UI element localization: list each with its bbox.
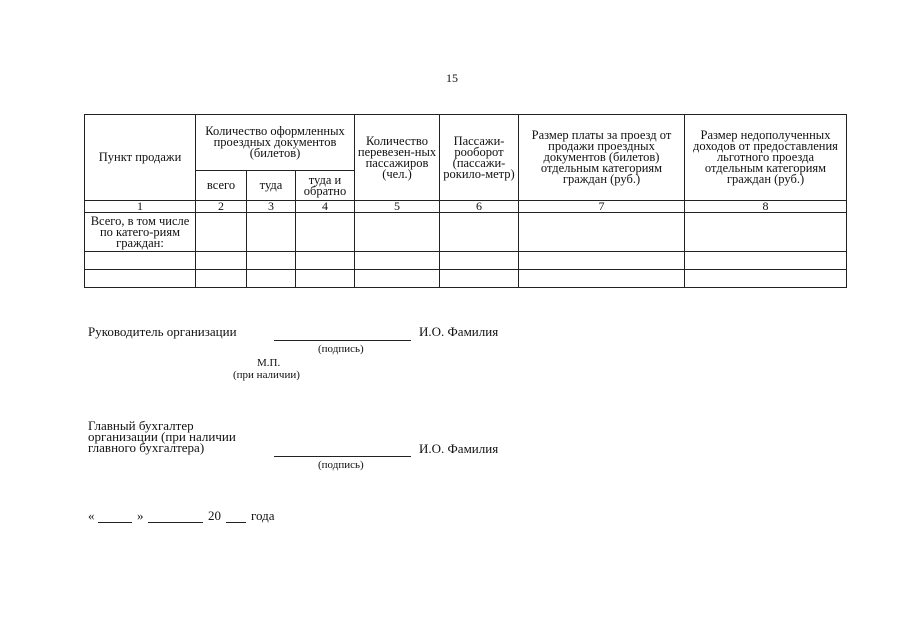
table-cell	[85, 252, 196, 270]
column-number: 8	[685, 201, 847, 213]
column-number: 5	[355, 201, 440, 213]
accountant-signature-line	[274, 456, 411, 457]
header-round-trip: туда и обратно	[296, 171, 355, 201]
row-label-total: Всего, в том числе по катего-риям граждан:	[85, 213, 196, 252]
header-lost-income: Размер недополученных доходов от предоставления льготного проезда отдельным категориям граждан (руб.)	[685, 115, 847, 201]
table-cell	[296, 213, 355, 252]
table-cell	[196, 213, 247, 252]
date-open-quote: «	[88, 508, 95, 523]
head-signature-caption: (подпись)	[318, 343, 364, 355]
seal-mark: М.П.	[257, 357, 281, 369]
seal-note: (при наличии)	[233, 369, 300, 381]
date-close-quote: »	[137, 508, 144, 523]
table-cell	[247, 252, 296, 270]
date-day-line	[98, 522, 132, 523]
table-cell	[247, 270, 296, 288]
header-point-of-sale: Пункт продажи	[85, 115, 196, 201]
header-total: всего	[196, 171, 247, 201]
accountant-label: Главный бухгалтер организации (при наличии главного бухгалтера)	[88, 418, 236, 455]
header-passengers: Количество перевезен-ных пассажиров (чел.)	[355, 115, 440, 201]
column-number: 3	[247, 201, 296, 213]
table-row-total	[85, 213, 847, 252]
date-year-prefix: 20	[208, 508, 221, 523]
table-cell	[196, 270, 247, 288]
column-number: 7	[519, 201, 685, 213]
head-signature-line	[274, 340, 411, 341]
header-issued-docs: Количество оформленных проездных документов (билетов)	[196, 115, 355, 171]
table-cell	[355, 270, 440, 288]
date-year-line	[226, 522, 246, 523]
table-cell	[519, 270, 685, 288]
header-one-way: туда	[247, 171, 296, 201]
header-passenger-km: Пассажи-рооборот (пассажи-рокило-метр)	[440, 115, 519, 201]
table-cell	[519, 252, 685, 270]
head-name: И.О. Фамилия	[419, 324, 499, 339]
table-cell	[355, 252, 440, 270]
table-cell	[355, 213, 440, 252]
page-number: 15	[446, 71, 458, 85]
table-row	[85, 270, 847, 288]
report-table	[84, 114, 847, 288]
table-cell	[440, 270, 519, 288]
table-cell	[296, 270, 355, 288]
table-cell	[296, 252, 355, 270]
header-fare-amount: Размер платы за проезд от продажи проездных документов (билетов) отдельным категориям граждан (руб.)	[519, 115, 685, 201]
column-number: 6	[440, 201, 519, 213]
accountant-signature-caption: (подпись)	[318, 459, 364, 471]
table-cell	[685, 270, 847, 288]
head-label: Руководитель организации	[88, 324, 237, 339]
table-cell	[685, 252, 847, 270]
table-cell	[196, 252, 247, 270]
column-number: 2	[196, 201, 247, 213]
table-cell	[685, 213, 847, 252]
table-cell	[440, 252, 519, 270]
column-number: 1	[85, 201, 196, 213]
date-month-line	[148, 522, 203, 523]
table-row	[85, 252, 847, 270]
table-cell	[247, 213, 296, 252]
column-number: 4	[296, 201, 355, 213]
date-year-suffix: года	[251, 508, 275, 523]
column-number-row	[85, 201, 847, 213]
table-cell	[440, 213, 519, 252]
table-cell	[85, 270, 196, 288]
accountant-name: И.О. Фамилия	[419, 441, 499, 456]
table-cell	[519, 213, 685, 252]
